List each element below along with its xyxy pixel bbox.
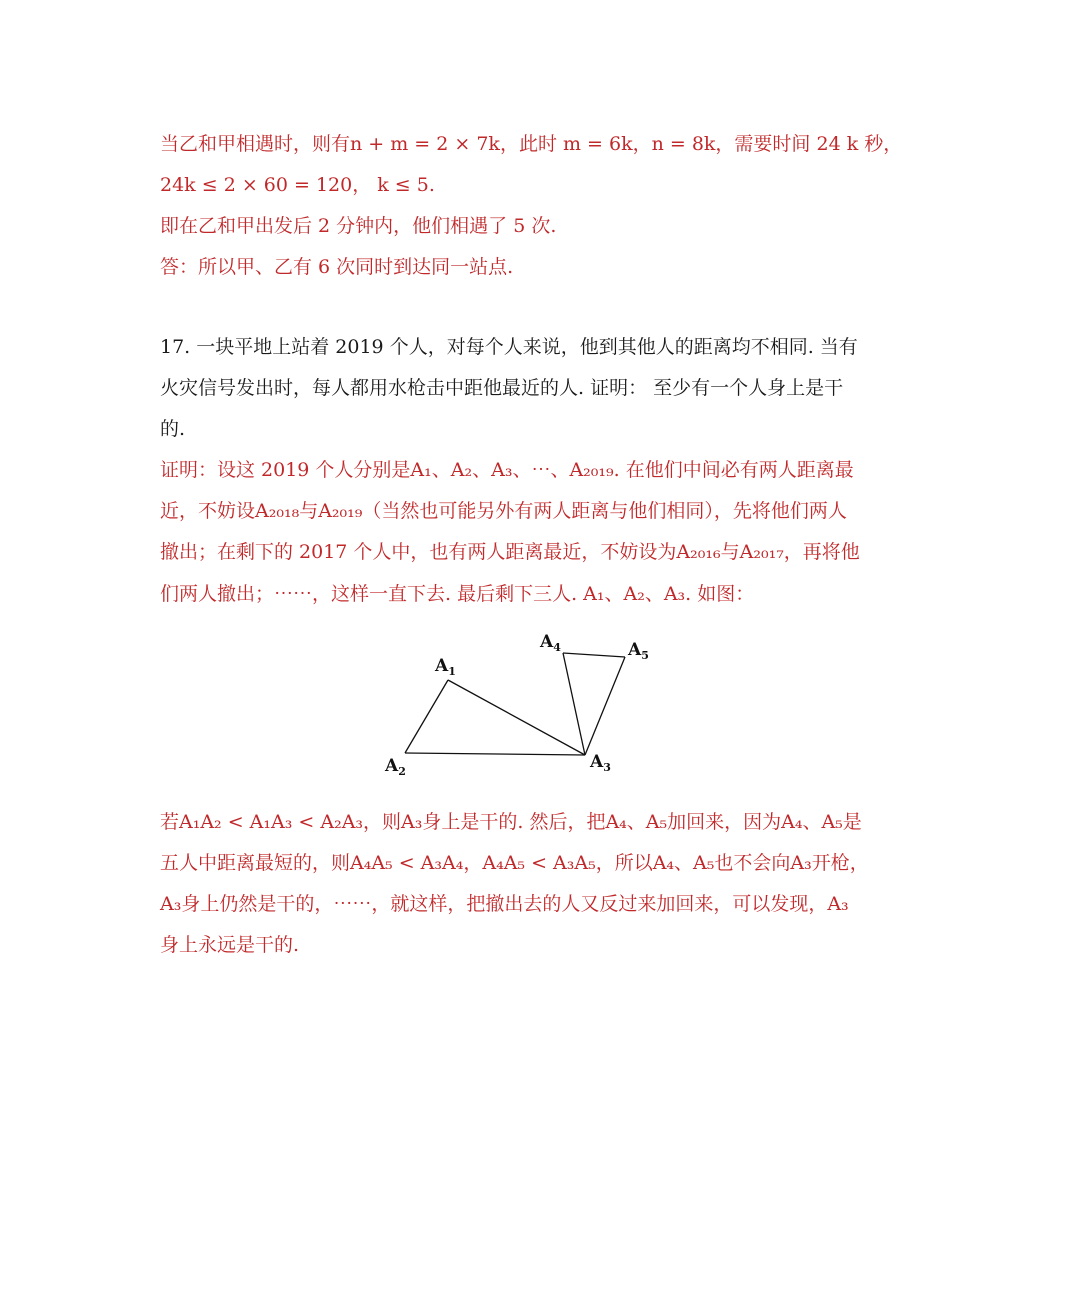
proof-line-2: 近，不妨设A₂₀₁₈与A₂₀₁₉（当然也可能另外有两人距离与他们相同），先将他们两人 (160, 500, 847, 522)
segment-a4-a3 (563, 653, 585, 755)
segment-a2-a3 (405, 753, 585, 755)
proof-line-3: 撤出；在剩下的 2017 个人中，也有两人距离最近，不妨设为A₂₀₁₆与A₂₀₁₇，再将他 (160, 541, 860, 563)
problem-17-line-3: 的. (160, 418, 186, 440)
proof-line-4: 们两人撤出；⋯⋯，这样一直下去. 最后剩下三人. A₁、A₂、A₃. 如图： (160, 583, 755, 605)
proof-line-1: 证明：设这 2019 个人分别是A₁、A₂、A₃、⋯、A₂₀₁₉. 在他们中间必有两人距离最 (160, 459, 854, 481)
label-a3: $A_3$ (590, 752, 611, 774)
label-a2: $A_2$ (385, 756, 406, 778)
problem-17-line-2: 火灾信号发出时，每人都用水枪击中距他最近的人. 证明： 至少有一个人身上是干 (160, 377, 844, 399)
prev-solution-line-2: 24k ≤ 2 × 60 = 120， k ≤ 5. (160, 174, 435, 196)
proof-line-5: 若A₁A₂ < A₁A₃ < A₂A₃，则A₃身上是干的. 然后，把A₄、A₅加回来，因为A₄、A₅是 (160, 811, 862, 833)
proof-line-6: 五人中距离最短的，则A₄A₅ < A₃A₄，A₄A₅ < A₃A₅，所以A₄、A₅也不会向A₃开枪， (160, 852, 869, 874)
segment-a4-a5 (563, 653, 625, 657)
segment-a1-a3 (448, 680, 585, 755)
proof-line-7: A₃身上仍然是干的，⋯⋯，就这样，把撤出去的人又反过来加回来，可以发现，A₃ (160, 893, 849, 915)
segment-a5-a3 (585, 657, 625, 755)
label-a5: $A_5$ (628, 640, 649, 662)
problem-17-line-1: 17. 一块平地上站着 2019 个人，对每个人来说，他到其他人的距离均不相同. 当有 (160, 336, 858, 358)
segment-a1-a2 (405, 680, 448, 753)
prev-solution-line-1: 当乙和甲相遇时，则有n + m = 2 × 7k，此时 m = 6k，n = 8k，需要时间 24 k 秒， (160, 133, 903, 155)
prev-solution-line-3: 即在乙和甲出发后 2 分钟内，他们相遇了 5 次. (160, 215, 557, 237)
label-a4: $A_4$ (540, 632, 561, 654)
triangle-figure (380, 625, 670, 785)
label-a1: $A_1$ (435, 656, 456, 678)
proof-line-8: 身上永远是干的. (160, 934, 300, 956)
prev-solution-answer: 答：所以甲、乙有 6 次同时到达同一站点. (160, 256, 514, 278)
